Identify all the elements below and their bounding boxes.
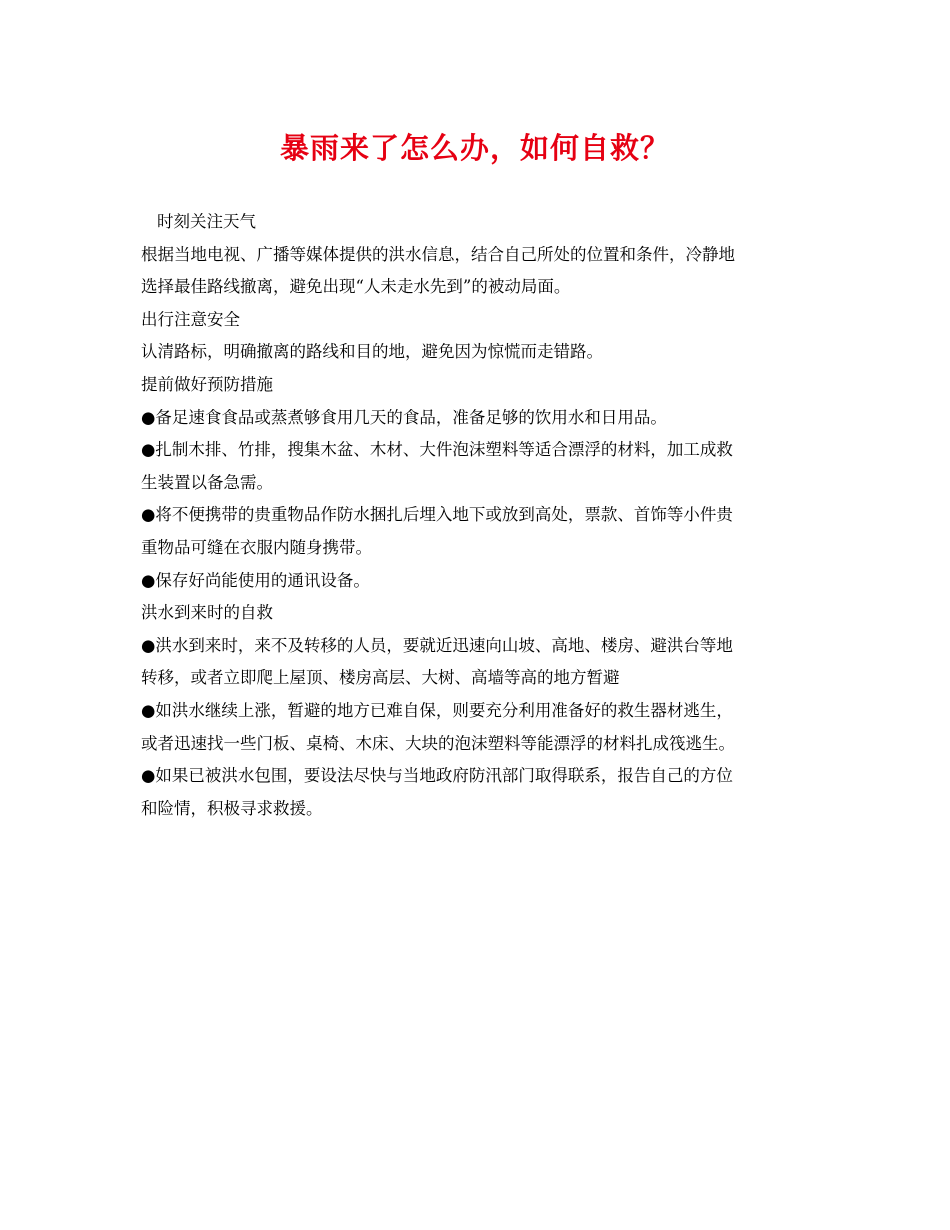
bullet-item-line: ●洪水到来时，来不及转移的人员，要就近迅速向山坡、高地、楼房、避洪台等地 bbox=[141, 635, 733, 655]
bullet-item-continuation: 重物品可缝在衣服内随身携带。 bbox=[141, 537, 372, 557]
section-heading-weather: 时刻关注天气 bbox=[157, 212, 256, 231]
bullet-item-continuation: 或者迅速找一些门板、桌椅、木床、大块的泡沫塑料等能漂浮的材料扎成筏逃生。 bbox=[141, 733, 735, 753]
section-heading-travel-safety: 出行注意安全 bbox=[141, 309, 240, 329]
bullet-item-continuation: 和险情，积极寻求救援。 bbox=[141, 798, 323, 818]
paragraph-line: 选择最佳路线撤离，避免出现“人未走水先到”的被动局面。 bbox=[141, 277, 571, 297]
bullet-item-line: ●保存好尚能使用的通讯设备。 bbox=[141, 570, 370, 590]
bullet-item-line: ●如果已被洪水包围，要设法尽快与当地政府防汛部门取得联系，报告自己的方位 bbox=[141, 766, 733, 786]
bullet-item-line: ●备足速食食品或蒸煮够食用几天的食品，准备足够的饮用水和日用品。 bbox=[141, 407, 667, 427]
section-heading-flood-self-rescue: 洪水到来时的自救 bbox=[141, 603, 273, 623]
bullet-item-continuation: 转移，或者立即爬上屋顶、楼房高层、大树、高墙等高的地方暂避 bbox=[141, 668, 620, 688]
paragraph-line: 根据当地电视、广播等媒体提供的洪水信息，结合自己所处的位置和条件，冷静地 bbox=[141, 244, 735, 264]
bullet-item-continuation: 生装置以备急需。 bbox=[141, 472, 273, 492]
paragraph-line: 认清路标，明确撤离的路线和目的地，避免因为惊慌而走错路。 bbox=[141, 342, 603, 362]
section-heading-prevention: 提前做好预防措施 bbox=[141, 374, 273, 394]
document-body bbox=[141, 206, 813, 825]
document-title: 暴雨来了怎么办，如何自救？ bbox=[279, 131, 670, 165]
bullet-item-line: ●如洪水继续上涨，暂避的地方已难自保，则要充分利用准备好的救生器材逃生， bbox=[141, 700, 733, 720]
bullet-item-line: ●扎制木排、竹排，搜集木盆、木材、大件泡沫塑料等适合漂浮的材料，加工成救 bbox=[141, 440, 733, 460]
bullet-item-line: ●将不便携带的贵重物品作防水捆扎后埋入地下或放到高处，票款、首饰等小件贵 bbox=[141, 505, 733, 525]
